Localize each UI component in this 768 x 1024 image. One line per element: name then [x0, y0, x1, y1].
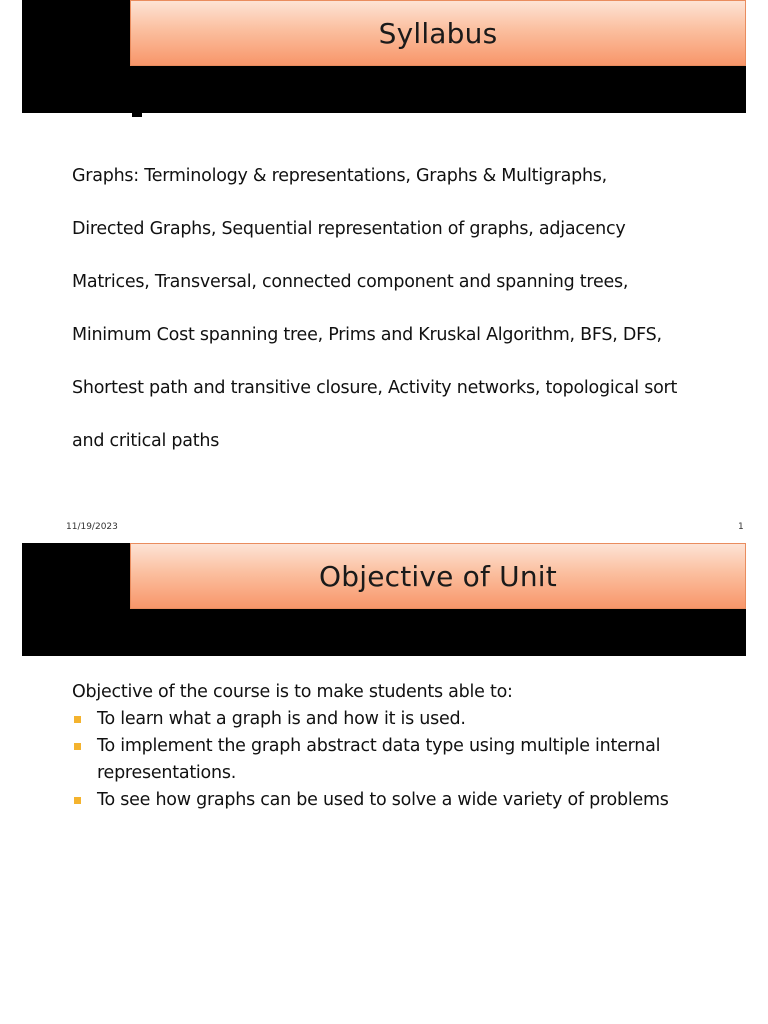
- slide-objective: [22, 543, 746, 1013]
- bullet-list: [72, 706, 742, 814]
- objective-intro: Objective of the course is to make students able to:: [72, 682, 513, 702]
- syllabus-line: Minimum Cost spanning tree, Prims and Kruskal Algorithm, BFS, DFS,: [72, 325, 662, 345]
- clipped-text-fragment: [72, 108, 172, 117]
- objective-text: [72, 679, 742, 814]
- square-bullet-icon: [74, 743, 81, 750]
- page-number: 1: [738, 522, 744, 532]
- square-bullet-icon: [74, 797, 81, 804]
- slide-syllabus: [22, 0, 746, 540]
- syllabus-text: [72, 150, 742, 468]
- footer-date: 11/19/2023: [66, 522, 118, 532]
- title-box: [130, 543, 746, 609]
- square-bullet-icon: [74, 716, 81, 723]
- syllabus-line: Matrices, Transversal, connected component and spanning trees,: [72, 272, 629, 292]
- syllabus-line: Shortest path and transitive closure, Activity networks, topological sort: [72, 378, 678, 398]
- bullet-text: To see how graphs can be used to solve a wide variety of problems: [97, 790, 669, 810]
- title-box: [130, 0, 746, 66]
- bullet-text: To implement the graph abstract data type using multiple internal representations.: [97, 736, 661, 783]
- slide-title: Objective of Unit: [319, 559, 557, 593]
- syllabus-line: Graphs: Terminology & representations, Graphs & Multigraphs,: [72, 166, 607, 186]
- syllabus-line: and critical paths: [72, 431, 220, 451]
- slide-title: Syllabus: [378, 16, 498, 50]
- list-item: [72, 733, 742, 787]
- list-item: [72, 787, 742, 814]
- bullet-text: To learn what a graph is and how it is used.: [97, 709, 466, 729]
- syllabus-line: Directed Graphs, Sequential representation of graphs, adjacency: [72, 219, 626, 239]
- list-item: [72, 706, 742, 733]
